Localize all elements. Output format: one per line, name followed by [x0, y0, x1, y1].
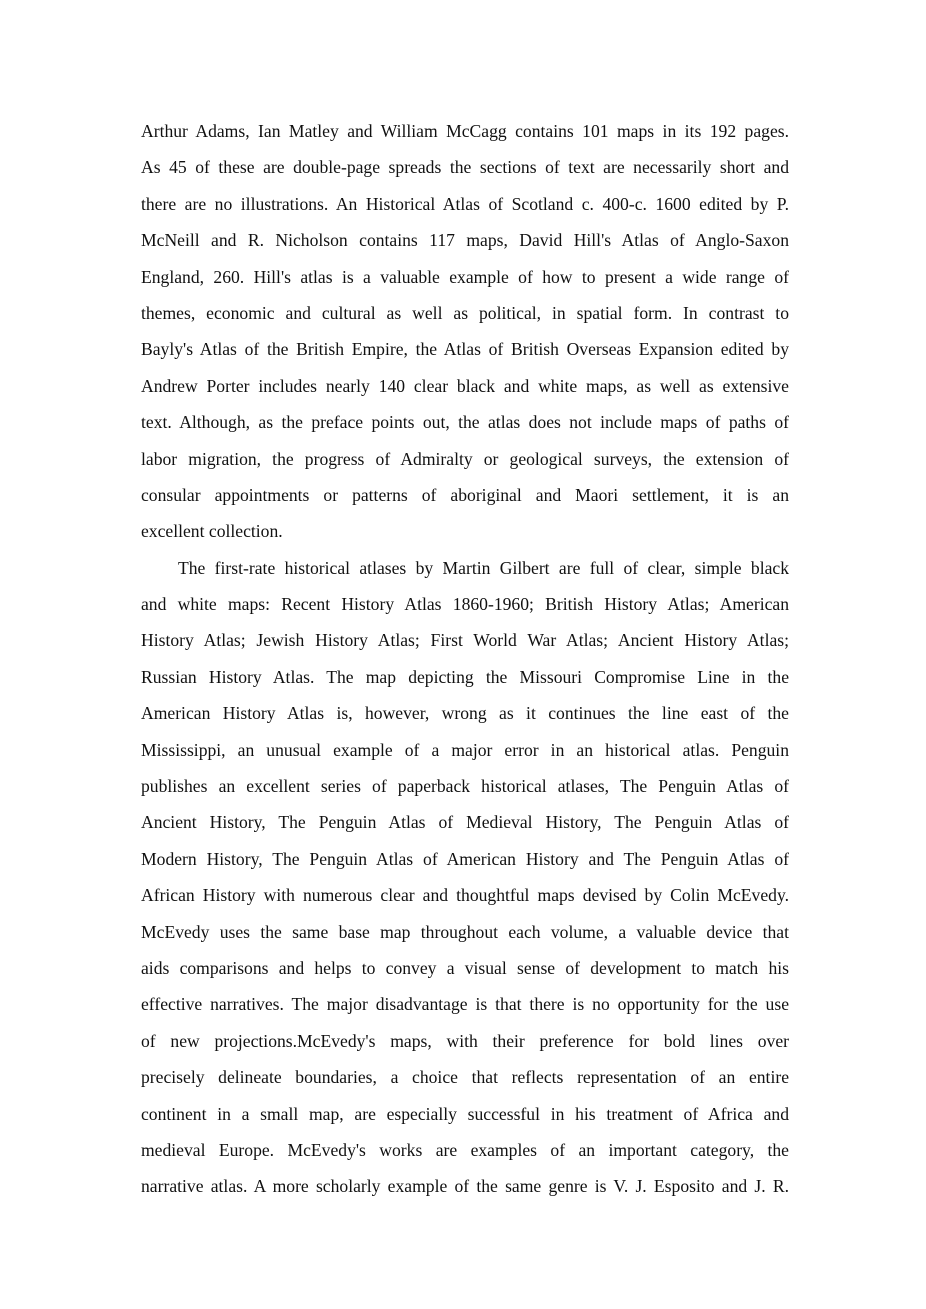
text-line: Arthur Adams, Ian Matley and William McCagg contains 101 maps in its 192 pages. — [141, 121, 789, 141]
text-line: African History with numerous clear and thoughtful maps devised by Colin McEvedy. — [141, 885, 789, 906]
text-line: Mississippi, an unusual example of a major error in an historical atlas. Penguin — [141, 739, 789, 760]
text-line: consular appointments or patterns of aboriginal and Maori settlement, it is an — [141, 484, 789, 505]
paragraph — [141, 113, 789, 550]
text-line: of new projections.McEvedy's maps, with their preference for bold lines over — [141, 1030, 789, 1051]
text-line: Russian History Atlas. The map depicting the Missouri Compromise Line in the — [141, 666, 789, 687]
text-line: aids comparisons and helps to convey a visual sense of development to match his — [141, 957, 789, 978]
text-line: continent in a small map, are especially successful in his treatment of Africa and — [141, 1103, 789, 1124]
text-line: narrative atlas. A more scholarly example of the same genre is V. J. Esposito and J. R. — [141, 1176, 789, 1197]
text-line: Modern History, The Penguin Atlas of American History and The Penguin Atlas of — [141, 848, 789, 869]
paragraph — [141, 550, 789, 1205]
text-line: As 45 of these are double-page spreads the sections of text are necessarily short and — [141, 157, 789, 178]
text-line: publishes an excellent series of paperback historical atlases, The Penguin Atlas of — [141, 776, 789, 797]
text-line: McEvedy uses the same base map throughout each volume, a valuable device that — [141, 921, 789, 942]
text-line: The first-rate historical atlases by Martin Gilbert are full of clear, simple black — [178, 557, 789, 578]
text-line: medieval Europe. McEvedy's works are examples of an important category, the — [141, 1139, 789, 1160]
text-line: American History Atlas is, however, wrong as it continues the line east of the — [141, 703, 789, 724]
text-line: there are no illustrations. An Historical Atlas of Scotland c. 400-c. 1600 edited by P. — [141, 193, 789, 214]
text-line: Andrew Porter includes nearly 140 clear black and white maps, as well as extensive — [141, 375, 789, 396]
text-line: text. Although, as the preface points out, the atlas does not include maps of paths of — [141, 412, 789, 433]
text-line: labor migration, the progress of Admiralty or geological surveys, the extension of — [141, 448, 789, 469]
text-line: and white maps: Recent History Atlas 1860-1960; British History Atlas; American — [141, 594, 789, 615]
text-line: themes, economic and cultural as well as political, in spatial form. In contrast to — [141, 302, 789, 323]
document-page — [141, 113, 789, 1205]
text-line: Ancient History, The Penguin Atlas of Medieval History, The Penguin Atlas of — [141, 812, 789, 833]
text-line: precisely delineate boundaries, a choice that reflects representation of an entire — [141, 1067, 789, 1088]
text-line: Bayly's Atlas of the British Empire, the Atlas of British Overseas Expansion edited by — [141, 339, 789, 360]
text-line: History Atlas; Jewish History Atlas; First World War Atlas; Ancient History Atlas; — [141, 630, 789, 651]
text-line: England, 260. Hill's atlas is a valuable example of how to present a wide range of — [141, 266, 789, 287]
text-line: effective narratives. The major disadvantage is that there is no opportunity for the use — [141, 994, 789, 1015]
text-line: excellent collection. — [141, 521, 283, 542]
text-line: McNeill and R. Nicholson contains 117 maps, David Hill's Atlas of Anglo-Saxon — [141, 230, 789, 251]
